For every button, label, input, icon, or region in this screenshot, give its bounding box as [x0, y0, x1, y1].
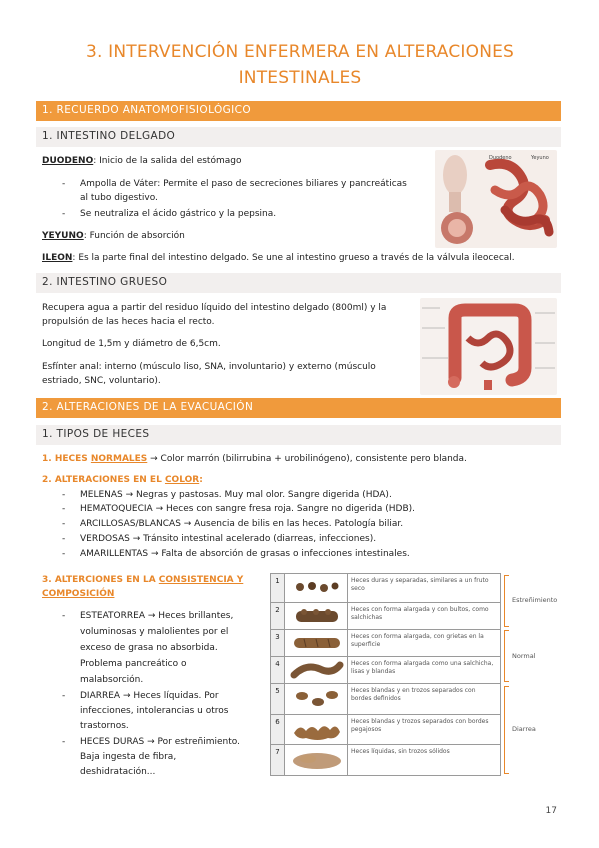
bracket-estrenimiento [504, 575, 509, 627]
consist-esteatorrea-2: voluminosas y malolientes por el [80, 627, 229, 637]
bullet-dash: - [62, 737, 66, 747]
color-suffix: : [199, 475, 203, 485]
consist-composicion: COMPOSICIÓN [42, 589, 115, 599]
grueso-p3b: estriado, SNC, voluntario). [42, 376, 161, 386]
stool-type-3-image [286, 630, 348, 656]
svg-text:Duodeno: Duodeno [489, 155, 512, 161]
stool-type-5-image [286, 684, 348, 714]
bristol-row [271, 683, 500, 714]
section-header-evacuacion: 2. ALTERACIONES DE LA EVACUACIÓN [36, 398, 561, 418]
color-underlined: COLOR [164, 475, 200, 485]
label-diarrea: Diarrea [512, 725, 536, 733]
svg-text:Yeyuno: Yeyuno [531, 155, 549, 161]
consist-duras-1: HECES DURAS → Por estreñimiento. [80, 737, 240, 747]
bristol-row-desc: Heces blandas y en trozos separados con bordes definidos [351, 687, 476, 702]
subsection-intestino-delgado: 1. INTESTINO DELGADO [36, 127, 561, 147]
consistencia-heading-1 [42, 574, 243, 587]
bristol-row-number: 4 [271, 657, 285, 683]
consist-prefix: 3. ALTERCIONES EN LA [42, 575, 159, 585]
bristol-stool-table [270, 573, 501, 776]
bristol-row-number: 2 [271, 603, 285, 629]
consist-diarrea-3: trastornos. [80, 721, 129, 731]
bristol-row-desc: Heces blandas y trozos separados con bordes pegajosos [351, 718, 489, 733]
bullet-neutraliza: Se neutraliza el ácido gástrico y la pepsina. [80, 209, 277, 219]
bristol-row-desc: Heces con forma alargada y con bultos, como salchichas [351, 606, 489, 621]
grueso-p1a: Recupera agua a partir del residuo líquido del intestino delgado (800ml) y la [42, 303, 387, 313]
heces-normales-line [42, 453, 562, 466]
bullet-dash: - [62, 179, 66, 189]
bullet-dash: - [62, 504, 66, 514]
bullet-dash: - [62, 534, 66, 544]
section-header-anatomofisiologico: 1. RECUERDO ANATOMOFISIOLÓGICO [36, 101, 561, 121]
consist-esteatorrea-4: Problema pancreático o [80, 659, 187, 669]
bullet-dash: - [62, 490, 66, 500]
bristol-row-desc: Heces con forma alargada como una salchicha, lisas y blandas [351, 660, 494, 675]
bullet-ampolla-2: al tubo digestivo. [80, 193, 158, 203]
bullet-dash: - [62, 549, 66, 559]
color-item-melenas: MELENAS → Negras y pastosas. Muy mal olor. Sangre digerida (HDA). [80, 490, 392, 500]
color-prefix: 2. ALTERACIONES EN EL [42, 475, 165, 485]
bristol-row-desc: Heces líquidas, sin trozos sólidos [351, 748, 450, 755]
large-intestine-image [420, 298, 557, 395]
ileon-text: : Es la parte final del intestino delgado. Se une al intestino grueso a través de la válvula ileocecal. [72, 253, 515, 263]
page-title-line2: INTESTINALES [238, 68, 362, 88]
bullet-dash: - [62, 519, 66, 529]
color-item-hematoquecia: HEMATOQUECIA → Heces con sangre fresa roja. Sangre no digerida (HDB). [80, 504, 415, 514]
color-item-amarillentas: AMARILLENTAS → Falta de absorción de grasas o infecciones intestinales. [80, 549, 410, 559]
page-number: 17 [545, 806, 557, 816]
ileon-line [42, 252, 562, 265]
bullet-dash: - [62, 691, 66, 701]
grueso-p3a: Esfínter anal: interno (músculo liso, SNA, involuntario) y externo (músculo [42, 362, 376, 372]
bristol-row [271, 656, 500, 683]
bristol-row [271, 574, 500, 602]
subsection-intestino-grueso: 2. INTESTINO GRUESO [36, 273, 561, 293]
grueso-p2: Longitud de 1,5m y diámetro de 6,5cm. [42, 339, 221, 349]
stool-type-4-image [286, 657, 348, 683]
consist-underlined: CONSISTENCIA Y [158, 575, 244, 585]
consist-diarrea-2: infecciones, intolerancias u otros [80, 706, 229, 716]
yeyuno-line [42, 230, 185, 243]
bullet-dash: - [62, 209, 66, 219]
ileon-label: ILEON [42, 253, 73, 263]
label-normal: Normal [512, 652, 536, 660]
consist-esteatorrea-1: ESTEATORREA → Heces brillantes, [80, 611, 234, 621]
bristol-row-desc: Heces duras y separadas, similares a un fruto seco [351, 577, 489, 592]
stool-type-6-image [286, 715, 348, 744]
normales-underlined: NORMALES [90, 454, 148, 464]
bristol-row [271, 744, 500, 775]
color-item-verdosas: VERDOSAS → Tránsito intestinal acelerado (diarreas, infecciones). [80, 534, 377, 544]
color-heading [42, 474, 203, 487]
bristol-row-desc: Heces con forma alargada, con grietas en la superficie [351, 633, 484, 648]
bristol-row-number: 1 [271, 574, 285, 602]
bristol-row-number: 5 [271, 684, 285, 714]
duodeno-line [42, 155, 241, 168]
yeyuno-text: : Función de absorción [83, 231, 185, 241]
yeyuno-label: YEYUNO [42, 231, 84, 241]
bristol-row-number: 6 [271, 715, 285, 744]
subsection-tipos-heces: 1. TIPOS DE HECES [36, 425, 561, 445]
small-intestine-image [435, 150, 557, 248]
consist-duras-3: deshidratación... [80, 767, 156, 777]
bristol-row [271, 602, 500, 629]
consist-esteatorrea-5: malabsorción. [80, 675, 144, 685]
bullet-ampolla-1: Ampolla de Váter: Permite el paso de secreciones biliares y pancreáticas [80, 179, 407, 189]
bullet-dash: - [62, 611, 66, 621]
duodeno-text: : Inicio de la salida del estómago [93, 156, 242, 166]
bracket-diarrea [504, 686, 509, 774]
consist-duras-2: Baja ingesta de fibra, [80, 752, 177, 762]
duodeno-label: DUODENO [42, 156, 94, 166]
normales-text: → Color marrón (bilirrubina + urobilinógeno), consistente pero blanda. [147, 454, 467, 464]
bristol-row [271, 714, 500, 744]
consist-esteatorrea-3: exceso de grasa no absorbida. [80, 643, 218, 653]
normales-prefix: 1. HECES [42, 454, 91, 464]
label-estrenimiento: Estreñimiento [512, 596, 558, 604]
bristol-row [271, 629, 500, 656]
stool-type-7-image [286, 745, 348, 775]
bracket-normal [504, 630, 509, 682]
consist-diarrea-1: DIARREA → Heces líquidas. Por [80, 691, 219, 701]
page-title-line1: 3. INTERVENCIÓN ENFERMERA EN ALTERACIONES [85, 42, 515, 62]
stool-type-2-image [286, 603, 348, 629]
bristol-row-number: 7 [271, 745, 285, 775]
grueso-p1b: propulsión de las heces hacia el recto. [42, 317, 215, 327]
stool-type-1-image [286, 574, 348, 602]
consistencia-heading-2 [42, 588, 114, 601]
bristol-row-number: 3 [271, 630, 285, 656]
color-item-arcillosas: ARCILLOSAS/BLANCAS → Ausencia de bilis en las heces. Patología biliar. [80, 519, 404, 529]
